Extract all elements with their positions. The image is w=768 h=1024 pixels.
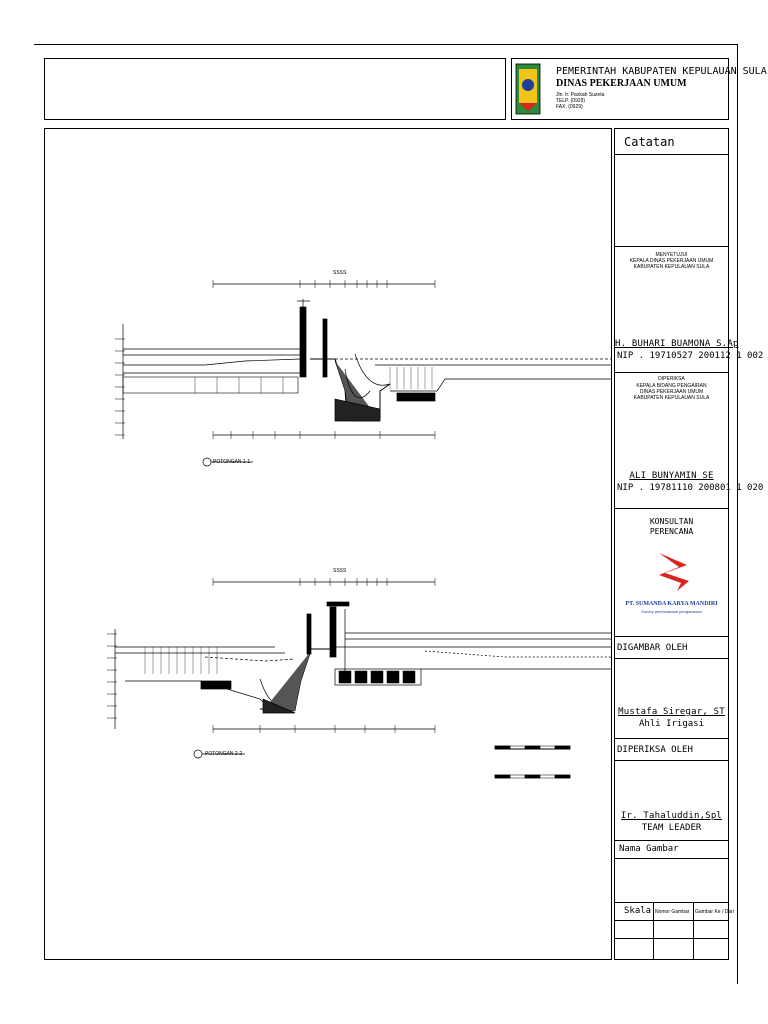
checked-by-role: TEAM LEADER (641, 823, 702, 833)
section-2-drawing (107, 578, 611, 778)
nomor-cell (654, 903, 694, 920)
checked-by-name: Ir. Tahaluddin,Spl (620, 811, 723, 821)
section-2-top-label: SSSS (333, 568, 347, 574)
checked-heading: DIPERIKSA (658, 376, 685, 382)
drawn-by-block (615, 659, 728, 739)
approve-heading: MENYETUJUI (655, 252, 688, 258)
nomor-label: Nomor Gambar (655, 909, 690, 915)
telp-text: TELP. (0929) (556, 98, 586, 104)
consultant-company: PT. SUMANDA KARYA MANDIRI (625, 601, 718, 607)
approve-line1: KEPALA DINAS PEKERJAAN UMUM (629, 258, 714, 264)
checked-line2: DINAS PEKERJAAN UMUM (639, 389, 704, 395)
approval-block (615, 247, 764, 373)
consultant-block (615, 509, 728, 637)
checked-nip: NIP . 19781110 200801 1 020 (617, 483, 764, 493)
drawn-by-label-row (615, 637, 728, 659)
cross-section-drawing (45, 129, 611, 959)
drawing-area (44, 128, 612, 960)
consultant-logo-icon (655, 549, 695, 595)
drawing-name-space (615, 859, 728, 903)
dept-name: DINAS PEKERJAAN UMUM (556, 78, 687, 89)
checked-block (615, 373, 764, 509)
section-1-drawing (115, 280, 611, 466)
header-blank-box (44, 58, 506, 120)
gambar-label: Gambar Ke / Dari (695, 909, 734, 915)
approve-line2: KABUPATEN KEPULAUAN SULA (633, 264, 710, 270)
catatan-label: Catatan (624, 135, 675, 149)
gov-name: PEMERINTAH KABUPATEN KEPULAUAN SULA (556, 66, 767, 77)
drawn-by-name: Mustafa Siregar, ST (618, 707, 725, 717)
checked-name: ALI BUNYAMIN SE (629, 471, 714, 481)
approve-nip: NIP . 19710527 200112 1 002 (617, 351, 764, 361)
section-1-label: POTONGAN 1-1 (213, 459, 251, 465)
skala-cell (615, 903, 654, 920)
consultant-line2: PERENCANA (649, 527, 694, 536)
drawn-by-role: Ahli Irigasi (638, 719, 705, 729)
scale-value-row-1 (615, 921, 728, 939)
catatan-row (615, 129, 728, 155)
checked-by-label-row (615, 739, 728, 761)
checked-by-label: DIPERIKSA OLEH (617, 745, 693, 755)
drawn-by-label: DIGAMBAR OLEH (617, 643, 688, 653)
catatan-space (615, 155, 728, 247)
title-block (614, 128, 764, 960)
consultant-line1: KONSULTAN (649, 517, 694, 526)
drawing-name-row (615, 841, 728, 859)
drawing-name-label: Nama Gambar (619, 844, 679, 854)
consultant-tagline: Survey perencanaan pengawasan (641, 609, 702, 614)
scale-value-row-2 (615, 939, 728, 959)
section-1-top-label: SSSS (333, 270, 347, 276)
address-text: Jln. Ir. Paskah Suzeta (556, 92, 605, 98)
checked-by-block (615, 761, 728, 841)
regency-emblem-icon (515, 63, 541, 115)
scale-header-row (615, 903, 734, 921)
gambar-cell (694, 903, 734, 920)
fax-text: FAX. (0929) (556, 104, 583, 110)
approve-name: H. BUHARI BUAMONA S.Ap (615, 339, 739, 349)
checked-line3: KABUPATEN KEPULAUAN SULA (633, 395, 710, 401)
skala-label: Skala (624, 906, 652, 916)
checked-line1: KEPALA BIDANG PENGAIRAN (636, 383, 707, 389)
header-institution-box (511, 58, 767, 120)
section-2-label: POTONGAN 2-2 (205, 751, 243, 757)
